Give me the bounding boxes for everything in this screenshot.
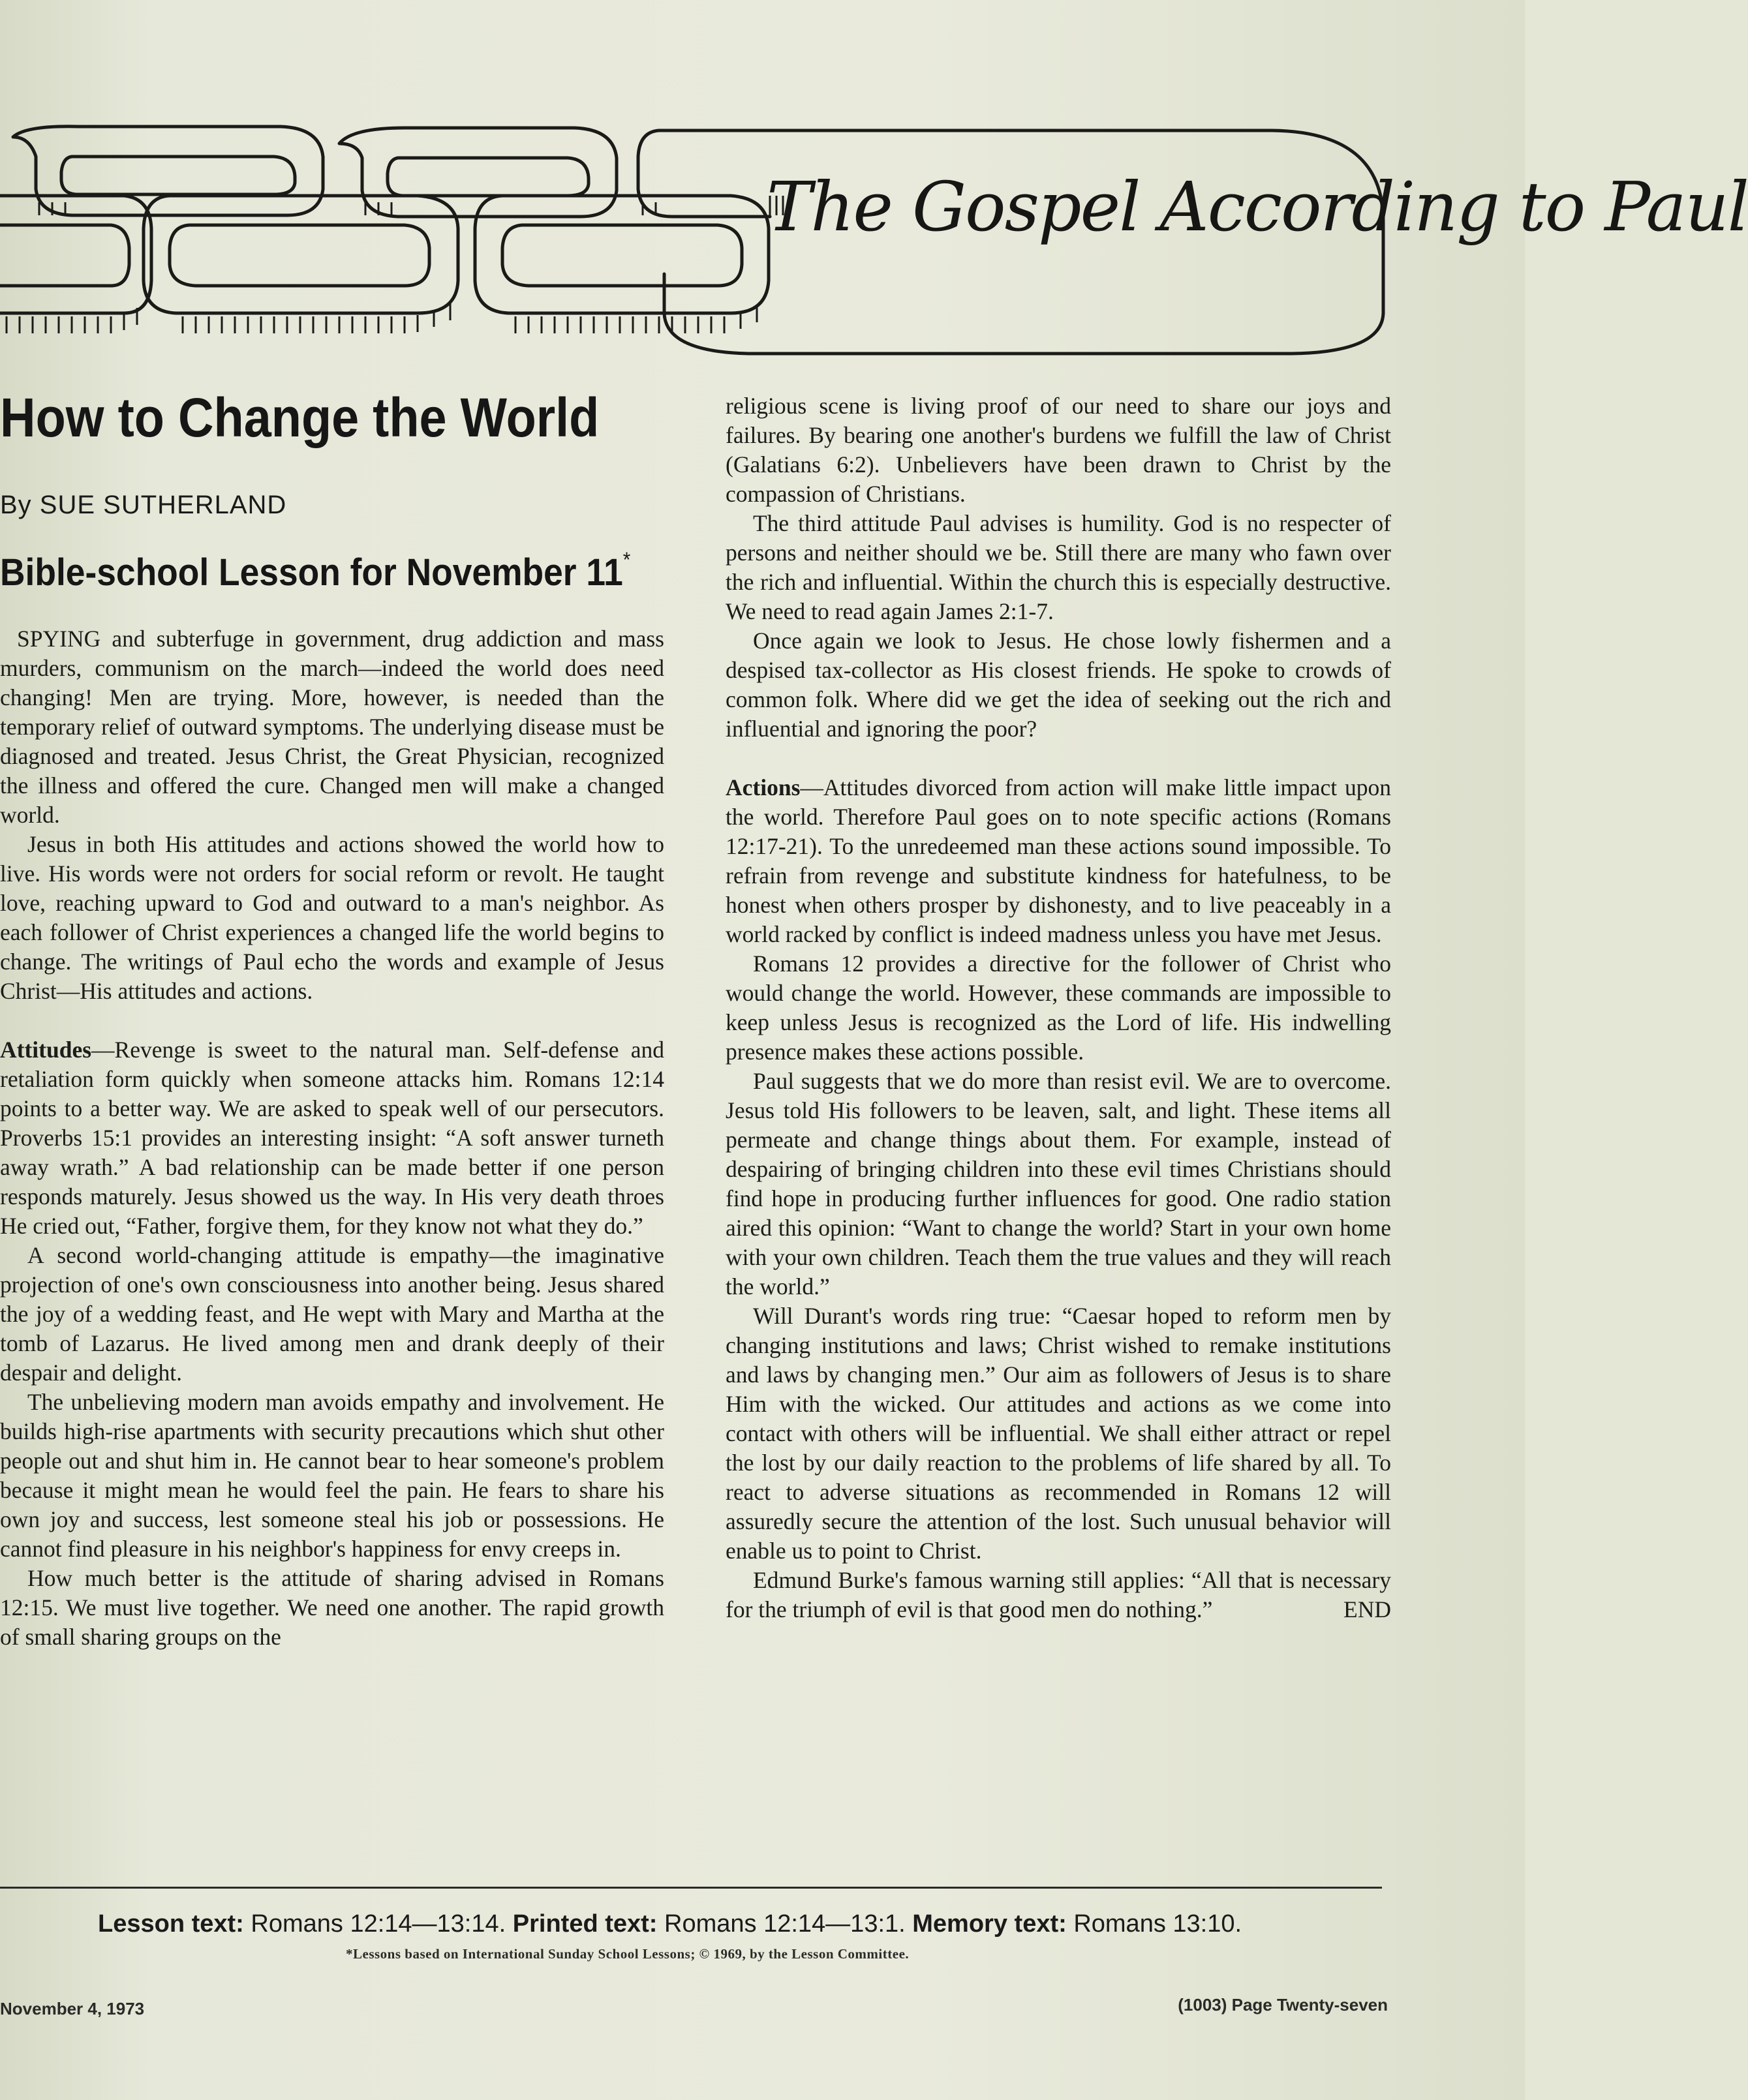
- article-headline: How to Change the World: [0, 387, 600, 448]
- end-mark: END: [1343, 1596, 1391, 1622]
- paragraph: [726, 1566, 1391, 1624]
- issue-date: November 4, 1973: [0, 1999, 145, 2018]
- memory-text-label: Memory text:: [912, 1910, 1067, 1938]
- paragraph: How much better is the attitude of sharing advised in Romans 12:15. We must live together. We need one another. The rapid growth of small sharing groups on the: [0, 1565, 664, 1650]
- paragraph: Jesus in both His attitudes and actions showed the world how to live. His words were not orders for social reform or revolt. He taught love, reaching upward to God and outward to a man's neighbor. As each follower of Christ experiences a changed life the world begins to change. The writings of Paul echo the words and example of Jesus Christ—His attitudes and actions.: [0, 831, 664, 1004]
- paragraph: The third attitude Paul advises is humility. God is no respecter of persons and neither should we be. Still there are many who fawn over the rich and influential. Within the church this is especially destructive. We need to read again James 2:1-7.: [726, 510, 1391, 624]
- lesson-label-text: Bible-school Lesson for November 11: [0, 551, 623, 594]
- page-number: (1003) Page Twenty-seven: [1178, 1995, 1388, 2015]
- banner-title: The Gospel According to Paul: [767, 167, 1748, 247]
- lesson-text-label: Lesson text:: [98, 1910, 244, 1938]
- printed-text-label: Printed text:: [512, 1910, 658, 1938]
- paragraph-text: —Attitudes divorced from action will make little impact upon the world. Therefore Paul goes on to note specific actions (Romans 12:17-21). To the unredeemed man these actions sound impossible. To refrain from revenge and substitute kindness for hatefulness, to be honest when others prosper by dishonesty, and to live peaceably in a world racked by conflict is indeed madness unless you have met Jesus.: [726, 774, 1391, 947]
- paragraph: The unbelieving modern man avoids empathy and involvement. He builds high-rise apartments with security precautions which shut other people out and shut him in. He cannot bear to hear someone's problem because it might mean he would feel the pain. He fears to share his own joy and success, lest someone steal his job or possessions. He cannot find pleasure in his neighbor's happiness for envy creeps in.: [0, 1389, 664, 1562]
- paragraph: Paul suggests that we do more than resist evil. We are to overcome. Jesus told His followers to be leaven, salt, and light. These items all permeate and change things about them. For example, instead of despairing of bringing children into these evil times Christians should find hope in producing further influences for good. One radio station aired this opinion: “Want to change the world? Start in your own home with your own children. Teach them the true values and they will reach the world.”: [726, 1068, 1391, 1300]
- byline: By SUE SUTHERLAND: [0, 491, 287, 519]
- paragraph: [0, 1035, 664, 1241]
- section-lead-actions: Actions: [726, 774, 801, 800]
- paragraph-text: —Revenge is sweet to the natural man. Self-defense and retaliation form quickly when someone attacks him. Romans 12:14 points to a better way. We are asked to speak well of our persecutors. Proverbs 15:1 provides an interesting insight: “A soft answer turneth away wrath.” A bad relationship can be made better if one person responds maturely. Jesus showed us the way. In His very death throes He cried out, “Father, forgive them, for they know not what they do.”: [0, 1037, 664, 1239]
- right-column: [726, 391, 1391, 1624]
- paragraph: religious scene is living proof of our need to share our joys and failures. By bearing one another's burdens we fulfill the law of Christ (Galatians 6:2). Unbelievers have been drawn to Christ by the compassion of Christians.: [726, 393, 1391, 507]
- paragraph: [726, 773, 1391, 949]
- printed-text-value: Romans 12:14—13:1.: [664, 1910, 906, 1938]
- paragraph: SPYING and subterfuge in government, drug addiction and mass murders, communism on the march—indeed the world does need changing! Men are trying. More, however, is needed than the temporary relief of outward symptoms. The underlying disease must be diagnosed and treated. Jesus Christ, the Great Physician, recognized the illness and offered the cure. Changed men will make a changed world.: [0, 626, 664, 828]
- lesson-credit-footnote: *Lessons based on International Sunday School Lessons; © 1969, by the Lesson Committee.: [346, 1946, 910, 1962]
- paragraph: A second world-changing attitude is empathy—the imaginative projection of one's own consciousness into another being. Jesus shared the joy of a wedding feast, and He wept with Mary and Martha at the tomb of Lazarus. He lived among men and drank deeply of their despair and delight.: [0, 1242, 664, 1386]
- paragraph-text: Edmund Burke's famous warning still applies: “All that is necessary for the triumph of evil is that good men do nothing.”: [726, 1567, 1391, 1622]
- paragraph: Will Durant's words ring true: “Caesar hoped to reform men by changing institutions and laws; Christ wished to remake institutions and laws by changing men.” Our aim as followers of Jesus is to share Him with the wicked. Our attitudes and actions as we come into contact with others will be influential. We shall either attract or repel the lost by our daily reaction to the problems of life shared by all. To react to adverse situations as recommended in Romans 12 will assuredly secure the attention of the lost. Such unusual behavior will enable us to point to Christ.: [726, 1303, 1391, 1564]
- lesson-footnote-mark: *: [622, 548, 631, 571]
- footer-divider: [0, 1887, 1382, 1889]
- section-lead-attitudes: Attitudes: [0, 1037, 92, 1063]
- lesson-references: [98, 1910, 1338, 1938]
- lesson-label: [0, 548, 630, 594]
- left-column: [0, 624, 664, 1652]
- paragraph: Once again we look to Jesus. He chose lowly fishermen and a despised tax-collector as His closest friends. He spoke to crowds of common folk. Where did we get the idea of seeking out the rich and influential and ignoring the poor?: [726, 628, 1391, 742]
- paragraph: Romans 12 provides a directive for the follower of Christ who would change the world. However, these commands are impossible to keep unless Jesus is recognized as the Lord of life. His indwelling presence makes these actions possible.: [726, 951, 1391, 1065]
- memory-text-value: Romans 13:10.: [1073, 1910, 1242, 1938]
- lesson-text-value: Romans 12:14—13:14.: [251, 1910, 506, 1938]
